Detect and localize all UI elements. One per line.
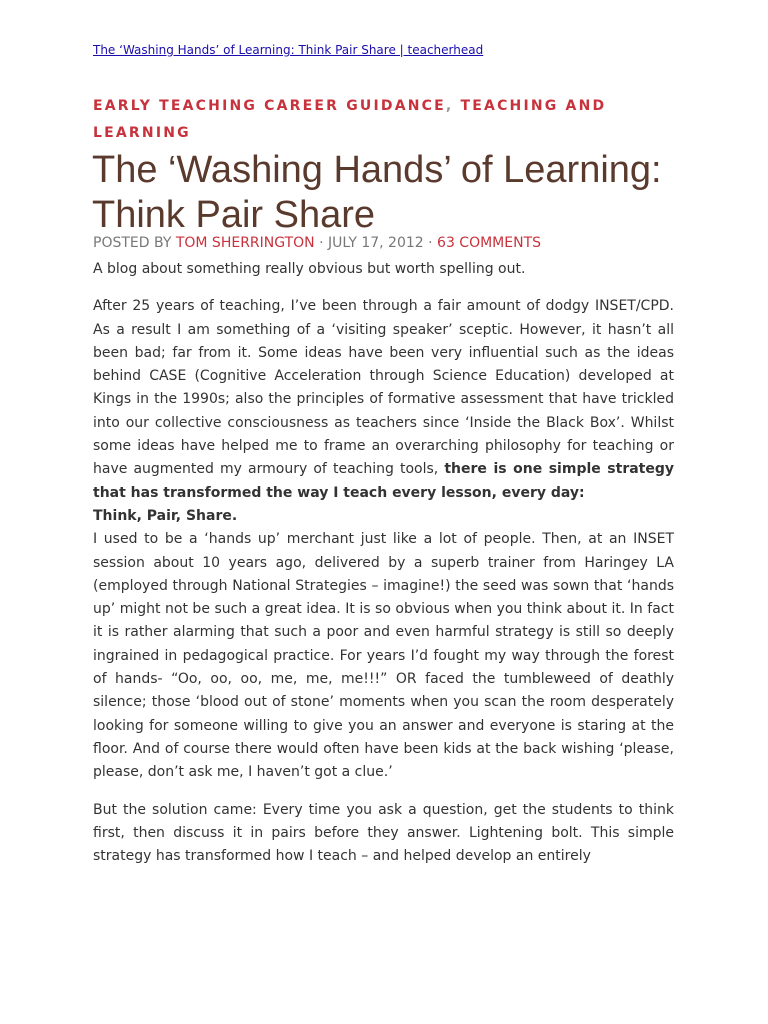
body-paragraph: But the solution came: Every time you ask a question, get the students to think first, then discuss it in pairs before they answer. Lightening bolt. This simple strategy has transformed how I teach – and helped develop an entirely — [93, 801, 674, 865]
post-categories — [93, 93, 683, 147]
body-paragraph — [93, 295, 674, 505]
post-date: JULY 17, 2012 — [328, 235, 424, 251]
page-title-link[interactable]: The ‘Washing Hands’ of Learning: Think Pair Share | teacherhead — [93, 43, 484, 57]
meta-separator: · — [428, 235, 433, 251]
meta-separator: · — [319, 235, 324, 251]
author-link[interactable]: TOM SHERRINGTON — [175, 235, 315, 251]
paragraph-emphasis: there is one simple strategy that has transformed the way I teach every lesson, every day: — [93, 461, 675, 501]
post-body — [93, 258, 674, 868]
post-title: The ‘Washing Hands’ of Learning: Think Pair Share — [92, 149, 662, 236]
category-separator: , — [445, 98, 454, 114]
comments-link[interactable]: 63 COMMENTS — [437, 235, 542, 251]
think-pair-share-heading — [93, 505, 674, 528]
body-paragraph: I used to be a ‘hands up’ merchant just like a lot of people. Then, at an INSET session about 10 years ago, delivered by a superb trainer from Haringey LA (employed through National Strategies – imagine!) the seed was sown that ‘hands up’ might not be such a great idea. It is so obvious when you think about it. In fact it is rather alarming that such a poor and even harmful strategy is still so deeply ingrained in pedagogical practice. For years I’d fought my way through the forest of hands- “Oo, oo, oo, me, me, me!!!” OR faced the tumbleweed of deathly silence; those ‘blood out of stone’ moments when you scan the room desperately looking for someone willing to give you an answer and everyone is staring at the floor. And of course there would often have been kids at the back wishing ‘please, please, don’t ask me, I haven’t got a clue.’ — [93, 531, 674, 781]
paragraph-text: After 25 years of teaching, I’ve been through a fair amount of dodgy INSET/CPD. As a result I am something of a ‘visiting speaker’ sceptic. However, it hasn’t all been bad; far from it. Some ideas have been very influential such as the ideas behind CASE (Cognitive Acceleration through Science Education) developed at Kings in the 1990s; also the principles of formative assessment that have trickled into our collective consciousness as teachers since ‘Inside the Black Box’. Whilst some ideas have helped me to frame an overarching philosophy for teaching or have augmented my armoury of teaching tools, — [93, 298, 674, 478]
intro-paragraph: A blog about something really obvious but worth spelling out. — [93, 261, 526, 277]
post-meta — [93, 235, 693, 251]
posted-by-label: POSTED BY — [93, 235, 172, 251]
think-pair-share-text: Think, Pair, Share. — [93, 507, 238, 524]
category-link-teaching-learning[interactable]: TEACHING AND LEARNING — [93, 98, 607, 141]
category-link-early-teaching[interactable]: EARLY TEACHING CAREER GUIDANCE — [93, 98, 446, 114]
